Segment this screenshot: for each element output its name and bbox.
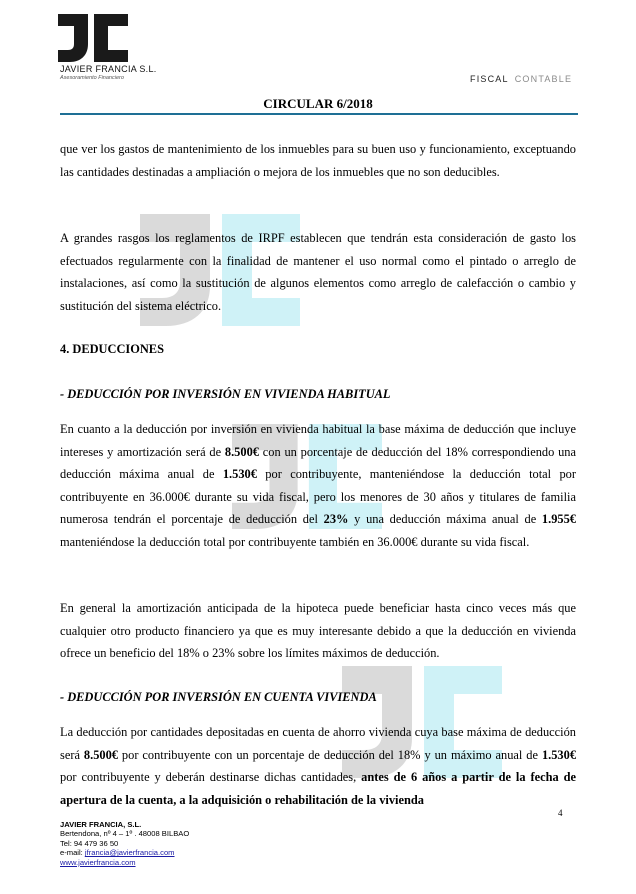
text-run: por contribuyente y deberán destinarse dichas cantidades, [60,770,362,785]
amount-base-maxima: 8.500€ [224,444,259,459]
text-run: con un porcentaje de deducción del 18% correspondiendo una deducción máxima anual de [60,444,577,482]
footer-company: JAVIER FRANCIA, S.L. [60,820,142,829]
header-label-contable: CONTABLE [514,74,573,84]
text-run: por contribuyente, manteniéndose la deducción total por contribuyente en 36.000€ durante su vida fiscal, pero los menores de 30 años y titulares de familia numerosa tendrán el porcentaje de deducción del [60,467,576,527]
amount-deduccion-maxima: 1.530€ [222,467,257,482]
paragraph-cuenta-vivienda [60,721,576,811]
footer-website-link[interactable]: www.javierfrancia.com [60,857,136,867]
document-title: CIRCULAR 6/2018 [263,96,373,111]
paragraph-vivienda-habitual [60,418,576,554]
percent-deduccion: 23% [323,512,349,527]
amount-base-maxima: 8.500€ [83,747,118,762]
text-run: por contribuyente con un porcentaje de deducción del 18% y un máximo anual de [117,747,542,762]
footer-phone: Tel: 94 479 36 50 [60,838,119,848]
amount-maximo-anual: 1.530€ [541,747,577,762]
header-labels [470,74,572,84]
footer-email-link[interactable]: jfrancia@javierfrancia.com [84,848,175,858]
paragraph-maintenance-costs: que ver los gastos de mantenimiento de los inmuebles para su buen uso y funcionamiento, exceptuando las cantidades destinadas a ampliación o mejora de los inmuebles que no son deducibles. [60,142,576,179]
footer-email-line [60,848,189,857]
header-rule [60,113,578,115]
paragraph-amortizacion: En general la amortización anticipada de la hipoteca puede beneficiar hasta cinco veces más que cualquier otro producto financiero ya que es muy interesante debido a que la deducción en vivienda ofrece un beneficio del 18% o 23% sobre los límites máximos de deducción. [60,601,576,661]
header-label-fiscal: FISCAL [470,74,509,84]
logo-letter-j [58,14,88,62]
text-run: La deducción por cantidades depositadas en cuenta de ahorro vivienda cuya base máxima de deducción será [60,725,576,762]
text-run: manteniéndose la deducción total por contribuyente también en 36.000€ durante su vida fiscal. [60,534,530,549]
footer [60,820,189,867]
text-run: y una deducción máxima anual de [348,512,542,527]
amount-deduccion-maxima-2: 1.955€ [541,512,576,527]
subheading-vivienda-habitual: - DEDUCCIÓN POR INVERSIÓN EN VIVIENDA HABITUAL [60,387,391,401]
paragraph-irpf-regulations: A grandes rasgos los reglamentos de IRPF establecen que tendrán esta consideración de gasto los efectuados regularmente con la finalidad de mantener el uso normal como el pintado o arreglo de instalaciones, así como la sustitución de algunos elementos como arreglo de calefacción o cambio y sustitución del sistema eléctrico. [60,231,576,313]
footer-address: Bertendona, nº 4 – 1º . 48008 BILBAO [60,829,190,839]
company-name: JAVIER FRANCIA S.L. [60,64,157,74]
company-logo [58,14,128,62]
section-heading-deducciones: 4. DEDUCCIONES [60,342,164,356]
text-plazo: antes de 6 años a partir de la fecha de apertura de la cuenta, a la adquisición o rehabilitación de la vivienda [60,770,577,807]
footer-email-label: e-mail: [60,848,85,858]
company-tagline: Asesoramiento Financiero [60,75,124,81]
subheading-cuenta-vivienda: - DEDUCCIÓN POR INVERSIÓN EN CUENTA VIVIENDA [60,690,377,704]
text-run: En cuanto a la deducción por inversión en vivienda habitual la base máxima de deducción que incluye intereses y amortización será de [60,422,576,459]
page-number: 4 [558,808,563,818]
logo-letter-f [94,14,128,62]
